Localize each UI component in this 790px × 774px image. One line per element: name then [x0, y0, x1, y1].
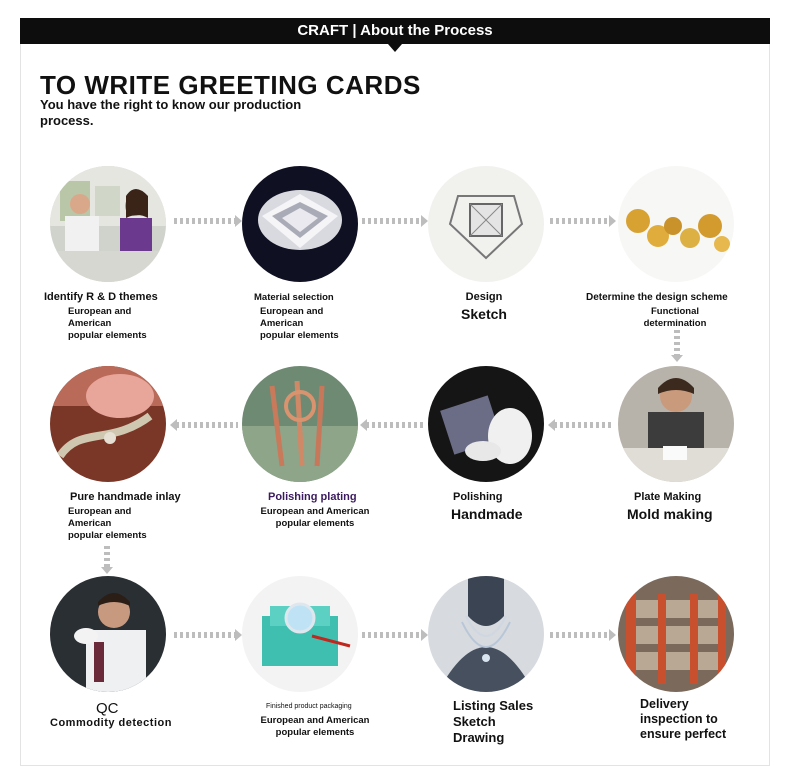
arrow-8-to-9: [104, 546, 110, 568]
banner-pointer: [388, 44, 402, 52]
step-9-qc-photo: [50, 576, 166, 692]
page-subtitle: You have the right to know our production process.: [40, 97, 302, 128]
page-title: TO WRITE GREETING CARDS: [40, 70, 421, 100]
arrow-11-to-12: [550, 632, 610, 638]
step-8-detail: European and American popular elements: [68, 506, 147, 541]
step-7-plating-photo: [242, 366, 358, 482]
step-4-gold-beads-photo: [618, 166, 734, 282]
arrow-2-to-3: [362, 218, 422, 224]
step-3-detail: Sketch: [461, 306, 507, 322]
step-8-inlay-photo: [50, 366, 166, 482]
arrow-6-to-7: [366, 422, 424, 428]
step-10-detail: European and American popular elements: [260, 715, 370, 738]
step-6-title: Polishing: [453, 491, 503, 503]
step-10-title: Finished product packaging: [266, 703, 352, 710]
arrow-10-to-11: [362, 632, 422, 638]
step-11-necklace-display-photo: [428, 576, 544, 692]
step-5-craftsman-photo: [618, 366, 734, 482]
step-7-detail: European and American popular elements: [260, 506, 370, 529]
step-7-title: Polishing plating: [268, 491, 357, 503]
step-10-packaging-photo: [242, 576, 358, 692]
arrow-5-to-6: [554, 422, 612, 428]
step-11-title: Listing Sales Sketch Drawing: [453, 698, 534, 745]
step-4-detail: Functional determination: [643, 306, 707, 329]
arrow-3-to-4: [550, 218, 610, 224]
step-9-title: QC: [96, 700, 119, 717]
step-4-title: Determine the design scheme: [586, 292, 728, 303]
step-1-detail: European and American popular elements: [68, 306, 147, 341]
step-2-diamond-photo: [242, 166, 358, 282]
step-5-title: Plate Making: [634, 491, 702, 503]
step-8-title: Pure handmade inlay: [70, 491, 181, 503]
arrow-9-to-10: [174, 632, 236, 638]
arrow-7-to-8: [176, 422, 238, 428]
step-1-title: Identify R & D themes: [44, 291, 158, 303]
step-3-title: Design: [465, 291, 503, 303]
step-2-detail: European and American popular elements: [260, 306, 339, 341]
step-5-detail: Mold making: [627, 506, 713, 522]
craft-banner: CRAFT | About the Process: [20, 18, 770, 44]
step-6-polishing-photo: [428, 366, 544, 482]
step-12-title: Delivery inspection to ensure perfect: [640, 697, 727, 741]
step-12-warehouse-photo: [618, 576, 734, 692]
step-6-detail: Handmade: [451, 506, 523, 522]
arrow-4-to-5: [674, 330, 680, 356]
step-9-detail: Commodity detection: [50, 717, 172, 729]
step-2-title: Material selection: [254, 292, 334, 303]
step-3-ring-sketch-photo: [428, 166, 544, 282]
arrow-1-to-2: [174, 218, 236, 224]
step-1-design-team-photo: [50, 166, 166, 282]
